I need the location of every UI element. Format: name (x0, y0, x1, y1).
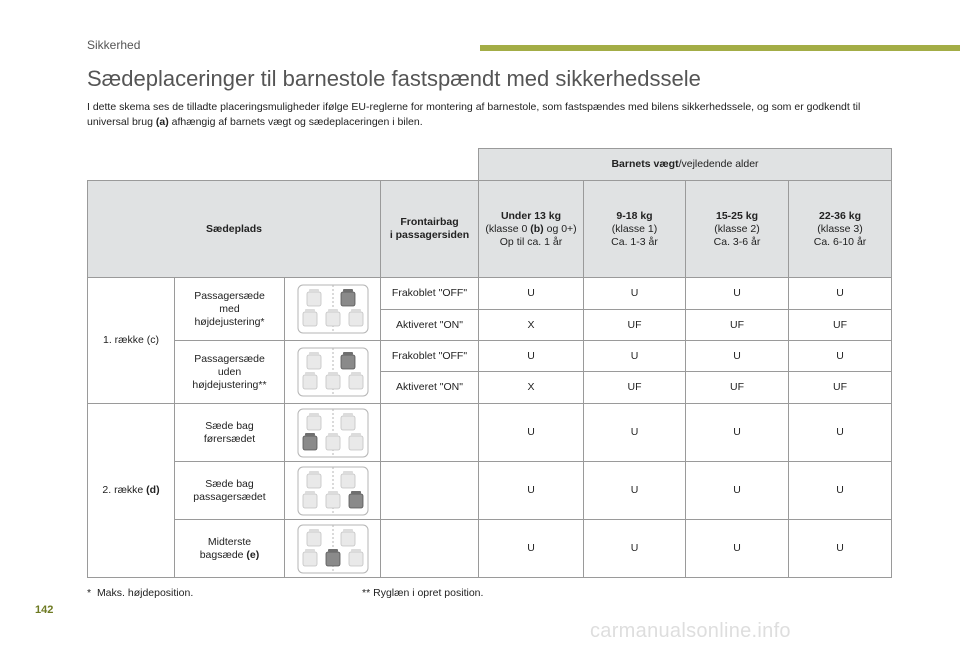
seat-outline (307, 355, 321, 369)
seat-outline (303, 552, 317, 566)
airbag-off: Frakoblet "OFF" (381, 278, 479, 310)
value-cell: UF (686, 372, 789, 404)
seat-name-line: passagersædet (193, 490, 266, 503)
class-pre: (klasse 0 (485, 222, 531, 235)
value-cell: U (789, 341, 892, 372)
airbag-on: Aktiveret "ON" (381, 372, 479, 404)
seat-outline (303, 375, 317, 389)
class-label: (klasse 3) (817, 222, 863, 235)
value-cell: U (479, 520, 584, 578)
seat-diagram (285, 278, 381, 341)
seat-name (175, 462, 285, 520)
seat-back (343, 471, 353, 474)
seat-placement-table (87, 148, 892, 578)
seat-outline (307, 416, 321, 430)
seat-name-line: højdejustering** (192, 378, 267, 391)
seat-back (305, 309, 315, 312)
weight-group-3 (789, 181, 892, 278)
value-cell: U (686, 520, 789, 578)
seat-diagram (285, 520, 381, 578)
footnote-mark: * (87, 587, 92, 599)
airbag-off: Frakoblet "OFF" (381, 341, 479, 372)
age-label: Op til ca. 1 år (499, 235, 563, 248)
seat-back (343, 529, 353, 532)
footnote-double-star (362, 587, 483, 599)
seat-back (351, 433, 361, 436)
seat-name-line: med (219, 302, 240, 315)
value-cell: UF (584, 372, 686, 404)
highlighted-seat (341, 292, 355, 306)
weight-header-bold: Barnets vægt (611, 158, 679, 170)
seat-diagram-front-passenger (295, 283, 371, 335)
section-bar (480, 45, 960, 51)
seat-back (309, 352, 319, 355)
seat-back (305, 491, 315, 494)
page-title: Sædeplaceringer til barnestole fastspændt med sikkerhedssele (87, 66, 701, 91)
seat-outline (349, 552, 363, 566)
value-cell: U (479, 404, 584, 462)
value-cell: X (479, 372, 584, 404)
value-cell: U (584, 520, 686, 578)
seat-diagram-front-passenger (295, 346, 371, 398)
seat-back (351, 549, 361, 552)
row-label-ref: (d) (146, 484, 160, 496)
value-cell: U (584, 341, 686, 372)
seat-outline (341, 532, 355, 546)
weight-header-rest: /vejledende alder (678, 158, 759, 170)
weight-label: Under 13 kg (500, 209, 562, 222)
intro-ref: (a) (155, 116, 169, 128)
seat-name-line: Sæde bag (205, 477, 254, 490)
seat-back (351, 372, 361, 375)
seat-name-line: Passagersæde (194, 289, 265, 302)
airbag-empty (381, 462, 479, 520)
footnote-text: Maks. højdeposition. (96, 587, 194, 599)
seat-diagram-rear-middle (295, 523, 371, 575)
intro-paragraph (87, 100, 887, 130)
seat-outline (326, 436, 340, 450)
weight-label: 9-18 kg (616, 209, 653, 222)
value-cell: U (584, 462, 686, 520)
airbag-header-line1: Frontairbag (400, 216, 459, 228)
value-cell: U (584, 404, 686, 462)
row-label-second (88, 404, 175, 578)
value-cell: X (479, 310, 584, 341)
seat-name-line: førersædet (203, 432, 256, 445)
seat-column-header: Sædeplads (88, 181, 381, 278)
seat-outline (349, 312, 363, 326)
footnote-mark: ** (362, 587, 371, 599)
value-cell: U (584, 278, 686, 310)
value-cell: U (686, 341, 789, 372)
seat-name-line: Passagersæde (194, 352, 265, 365)
seat-diagram-rear-right (295, 465, 371, 517)
class-post: og 0+) (543, 222, 577, 235)
value-cell: UF (584, 310, 686, 341)
highlighted-seat (349, 494, 363, 508)
seat-diagram (285, 462, 381, 520)
seat-back (305, 549, 315, 552)
seat-name (175, 341, 285, 404)
page-number: 142 (35, 604, 54, 616)
seat-outline (349, 375, 363, 389)
value-cell: U (789, 520, 892, 578)
seat-outline (349, 436, 363, 450)
age-label: Ca. 6-10 år (813, 235, 867, 248)
value-cell: U (479, 278, 584, 310)
highlighted-seat (341, 355, 355, 369)
seat-outline (326, 494, 340, 508)
seat-outline (341, 416, 355, 430)
seat-back (328, 491, 338, 494)
seat-name-line: bagsæde (199, 548, 247, 561)
value-cell: UF (789, 310, 892, 341)
age-label: Ca. 1-3 år (611, 235, 658, 248)
value-cell: UF (789, 372, 892, 404)
seat-name (175, 404, 285, 462)
seat-name-line: højdejustering* (194, 315, 265, 328)
class-label: (klasse 2) (714, 222, 760, 235)
seat-name (175, 520, 285, 578)
weight-group-1 (584, 181, 686, 278)
seat-back (328, 372, 338, 375)
weight-label: 22-36 kg (819, 209, 862, 222)
value-cell: U (686, 404, 789, 462)
row-label-text: 2. række (102, 484, 147, 496)
seat-outline (303, 312, 317, 326)
value-cell: UF (686, 310, 789, 341)
seat-outline (307, 532, 321, 546)
seat-back (351, 491, 361, 494)
seat-name-line: Midterste (207, 535, 252, 548)
class-label: (klasse 1) (611, 222, 658, 235)
seat-outline (341, 474, 355, 488)
seat-back (309, 413, 319, 416)
seat-outline (303, 494, 317, 508)
value-cell: U (479, 462, 584, 520)
seat-name-line: uden (217, 365, 242, 378)
watermark: carmanualsonline.info (590, 620, 791, 642)
weight-header (479, 149, 892, 181)
weight-label: 15-25 kg (715, 209, 759, 222)
airbag-empty (381, 520, 479, 578)
seat-back (305, 372, 315, 375)
footnote-single-star (87, 587, 193, 599)
value-cell: U (789, 404, 892, 462)
seat-diagram (285, 404, 381, 462)
value-cell: U (686, 462, 789, 520)
seat-back (328, 549, 338, 552)
seat-back (309, 471, 319, 474)
seat-outline (326, 375, 340, 389)
seat-diagram-rear-left (295, 407, 371, 459)
intro-text-2: afhængig af barnets vægt og sædeplaceringen i bilen. (168, 116, 423, 128)
value-cell: U (789, 462, 892, 520)
age-label: Ca. 3-6 år (713, 235, 761, 248)
section-label: Sikkerhed (87, 38, 141, 52)
seat-back (309, 289, 319, 292)
seat-diagram (285, 341, 381, 404)
seat-outline (307, 292, 321, 306)
value-cell: U (789, 278, 892, 310)
seat-back (305, 433, 315, 436)
airbag-on: Aktiveret "ON" (381, 310, 479, 341)
class-ref: (b) (530, 222, 544, 235)
seat-name (175, 278, 285, 341)
seat-back (328, 433, 338, 436)
intro-text-1: I dette skema ses de tilladte placeringsmuligheder ifølge EU-reglerne for montering af barnestole, som fastspændes med bilens sikkerhedssele, og som er godkendt til universal brug (87, 101, 861, 128)
airbag-empty (381, 404, 479, 462)
seat-outline (326, 312, 340, 326)
weight-group-2 (686, 181, 789, 278)
weight-group-0 (479, 181, 584, 278)
value-cell: U (479, 341, 584, 372)
row-label-first: 1. række (c) (88, 278, 175, 404)
seat-back (309, 529, 319, 532)
seat-name-ref: (e) (246, 548, 260, 561)
seat-back (328, 309, 338, 312)
seat-back (343, 289, 353, 292)
airbag-column-header (381, 181, 479, 278)
highlighted-seat (326, 552, 340, 566)
footnote-text: Ryglæn i opret position. (373, 587, 484, 599)
seat-back (343, 352, 353, 355)
value-cell: U (686, 278, 789, 310)
highlighted-seat (303, 436, 317, 450)
airbag-header-line2: i passagersiden (389, 229, 470, 241)
seat-back (343, 413, 353, 416)
seat-name-line: Sæde bag (205, 419, 254, 432)
seat-outline (307, 474, 321, 488)
seat-back (351, 309, 361, 312)
